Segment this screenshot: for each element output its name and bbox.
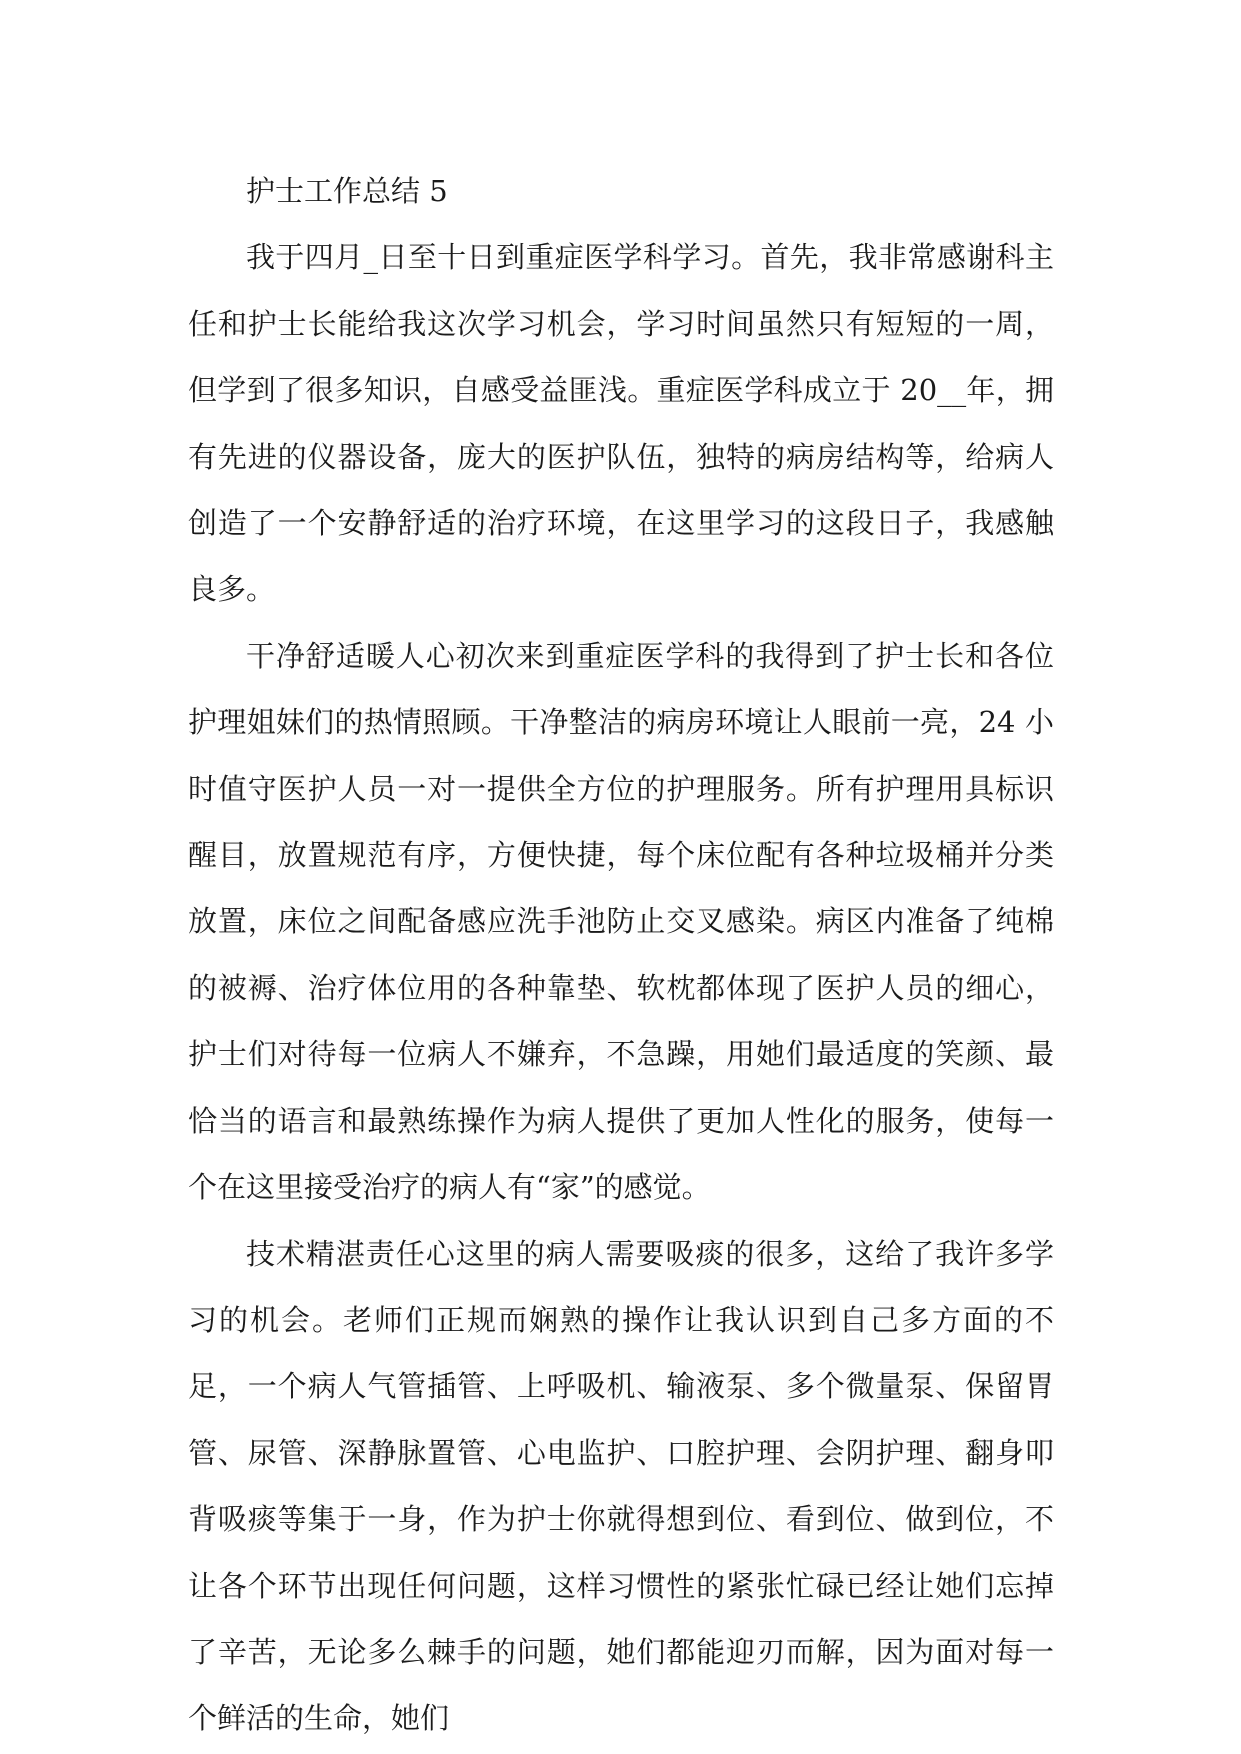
document-body [188, 158, 1054, 1752]
document-title: 护士工作总结 5 [246, 174, 448, 208]
paragraph-clean-environment: 干净舒适暖人心初次来到重症医学科的我得到了护士长和各位护理姐妹们的热情照顾。干净整洁的病房环境让人眼前一亮，24 小时值守医护人员一对一提供全方位的护理服务。所有护理用具标识醒目，放置规范有序，方便快捷，每个床位配有各种垃圾桶并分类放置，床位之间配备感应洗手池防止交叉感染。病区内准备了纯棉的被褥、治疗体位用的各种靠垫、软枕都体现了医护人员的细心，护士们对待每一位病人不嫌弃，不急躁，用她们最适度的笑颜、最恰当的语言和最熟练操作为病人提供了更加人性化的服务，使每一个在这里接受治疗的病人有“家”的感觉。 [188, 638, 1054, 1205]
paragraph-skill-responsibility: 技术精湛责任心这里的病人需要吸痰的很多，这给了我许多学习的机会。老师们正规而娴熟的操作让我认识到自己多方面的不足，一个病人气管插管、上呼吸机、输液泵、多个微量泵、保留胃管、尿管、深静脉置管、心电监护、口腔护理、会阴护理、翻身叩背吸痰等集于一身，作为护士你就得想到位、看到位、做到位，不让各个环节出现任何问题，这样习惯性的紧张忙碌已经让她们忘掉了辛苦，无论多么棘手的问题，她们都能迎刃而解，因为面对每一个鲜活的生命，她们 [188, 1236, 1054, 1736]
paragraph-study-intro: 我于四月_日至十日到重症医学科学习。首先，我非常感谢科主任和护士长能给我这次学习机会，学习时间虽然只有短短的一周，但学到了很多知识，自感受益匪浅。重症医学科成立于 20__年，拥有先进的仪器设备，庞大的医护队伍，独特的病房结构等，给病人创造了一个安静舒适的治疗环境，在这里学习的这段日子，我感触良多。 [188, 240, 1054, 607]
